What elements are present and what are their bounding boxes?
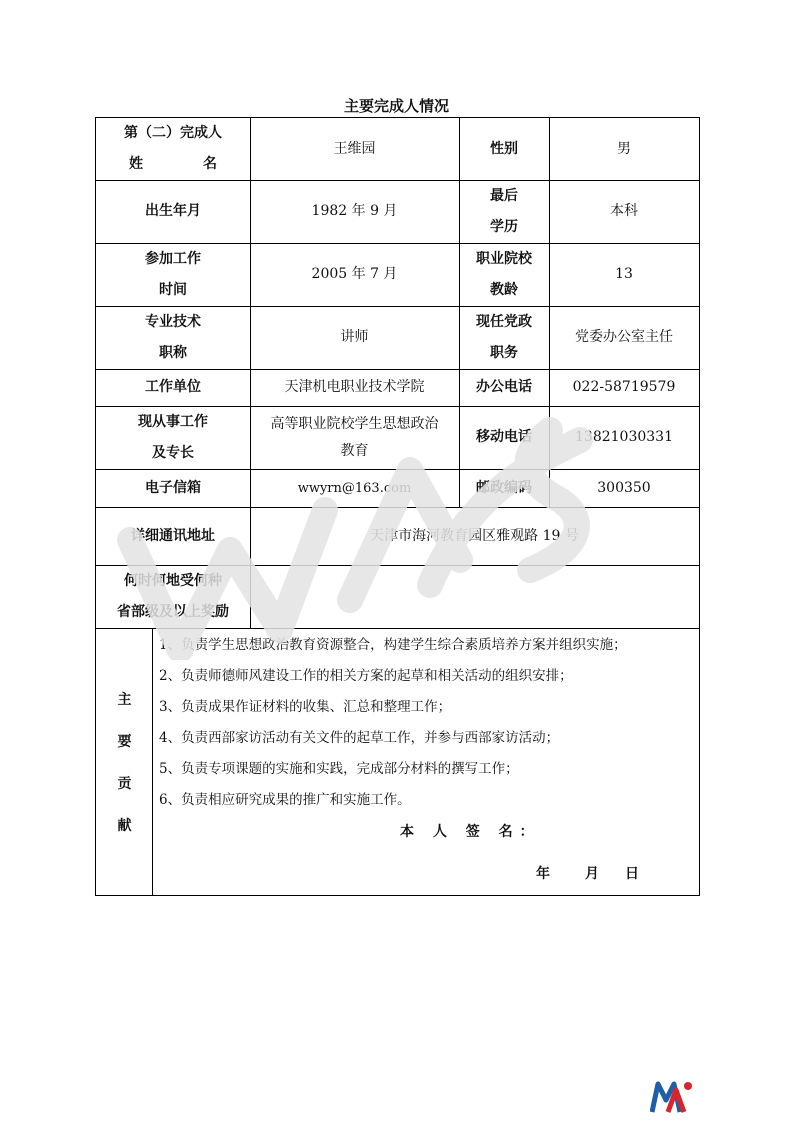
address-value: 天津市海河教育园区雅观路 19 号 bbox=[370, 527, 579, 544]
office-phone-label: 办公电话 bbox=[476, 379, 532, 395]
postcode-label: 邮政编码 bbox=[476, 479, 532, 496]
contribution-item: 5、负责专项课题的实施和实践，完成部分材料的撰写工作； bbox=[159, 761, 519, 777]
education-label-line1: 最后 bbox=[490, 187, 518, 204]
award-label bbox=[96, 565, 250, 628]
tech-title-label-line2: 职称 bbox=[159, 344, 187, 361]
email-label: 电子信箱 bbox=[145, 479, 201, 496]
birth-label: 出生年月 bbox=[145, 203, 201, 219]
date-day-label: 日 bbox=[625, 866, 639, 882]
mobile-label: 移动电话 bbox=[476, 429, 532, 445]
gender-label: 性别 bbox=[490, 140, 518, 157]
contribution-label-char: 贡 bbox=[117, 776, 132, 792]
work-start-value: 2005 年 7 月 bbox=[311, 266, 398, 282]
date-year-label: 年 bbox=[536, 866, 550, 882]
work-start-label-line2: 时间 bbox=[159, 281, 187, 298]
name-label-line2 bbox=[129, 149, 217, 180]
party-post-label-line1: 现任党政 bbox=[476, 313, 532, 330]
education-label-line2: 学历 bbox=[490, 218, 518, 235]
contribution-label-char: 献 bbox=[117, 818, 132, 834]
name-label-char2: 名 bbox=[203, 156, 217, 172]
party-post-value: 党委办公室主任 bbox=[575, 329, 673, 345]
name-label-line1: 第（二）完成人 bbox=[124, 125, 222, 141]
current-job-label-line2: 及专长 bbox=[152, 444, 194, 461]
teach-years-label-line2: 教龄 bbox=[490, 281, 518, 298]
contribution-item: 4、负责西部家访活动有关文件的起草工作，并参与西部家访活动； bbox=[159, 730, 560, 746]
wps-logo-icon bbox=[650, 1078, 694, 1116]
current-job-value-line1: 高等职业院校学生思想政治 bbox=[270, 415, 439, 432]
teach-years-label bbox=[459, 243, 549, 306]
party-post-label bbox=[459, 306, 549, 369]
contribution-label-char: 要 bbox=[117, 734, 132, 750]
education-value: 本科 bbox=[610, 203, 638, 219]
tech-title-value: 讲师 bbox=[340, 329, 369, 345]
name-label bbox=[96, 118, 250, 180]
party-post-label-line2: 职务 bbox=[490, 344, 518, 361]
postcode-value: 300350 bbox=[597, 479, 651, 496]
email-value: wwyrn@163.com bbox=[297, 480, 412, 496]
main-contribution-label bbox=[96, 629, 153, 897]
teach-years-value: 13 bbox=[615, 266, 633, 282]
contribution-list bbox=[153, 630, 699, 816]
award-value bbox=[250, 565, 699, 628]
birth-value: 1982 年 9 月 bbox=[311, 203, 398, 219]
unit-label: 工作单位 bbox=[145, 379, 201, 395]
award-label-line1: 何时何地受何种 bbox=[124, 572, 222, 589]
contribution-item: 1、负责学生思想政治教育资源整合，构建学生综合素质培养方案并组织实施； bbox=[159, 637, 627, 653]
current-job-value-line2: 教育 bbox=[340, 442, 369, 459]
date-month-label: 月 bbox=[585, 866, 599, 882]
signature-label: 本 人 签 名： bbox=[400, 824, 541, 840]
work-start-label bbox=[96, 243, 250, 306]
name-label-char1: 姓 bbox=[129, 156, 143, 172]
contribution-item: 6、负责相应研究成果的推广和实施工作。 bbox=[159, 792, 411, 808]
address-label: 详细通讯地址 bbox=[131, 527, 215, 544]
unit-value: 天津机电职业技术学院 bbox=[284, 379, 425, 395]
office-phone-value: 022-58719579 bbox=[572, 379, 676, 395]
contribution-item: 2、负责师德师风建设工作的相关方案的起草和相关活动的组织安排； bbox=[159, 668, 573, 684]
tech-title-label-line1: 专业技术 bbox=[145, 313, 201, 330]
tech-title-label bbox=[96, 306, 250, 369]
personnel-form-table bbox=[95, 117, 700, 896]
contribution-label-char: 主 bbox=[117, 692, 132, 708]
award-label-line2: 省部级及以上奖励 bbox=[117, 603, 229, 620]
work-start-label-line1: 参加工作 bbox=[145, 250, 201, 267]
contribution-item: 3、负责成果作证材料的收集、汇总和整理工作； bbox=[159, 699, 452, 715]
teach-years-label-line1: 职业院校 bbox=[476, 250, 532, 267]
mobile-value: 13821030331 bbox=[575, 429, 673, 445]
name-value: 王维园 bbox=[333, 140, 376, 157]
current-job-label bbox=[96, 406, 250, 469]
gender-value: 男 bbox=[617, 140, 631, 157]
row-divider bbox=[96, 628, 699, 629]
education-label bbox=[459, 180, 549, 243]
current-job-label-line1: 现从事工作 bbox=[138, 413, 208, 430]
page-title: 主要完成人情况 bbox=[343, 97, 449, 115]
current-job-value bbox=[250, 406, 459, 469]
